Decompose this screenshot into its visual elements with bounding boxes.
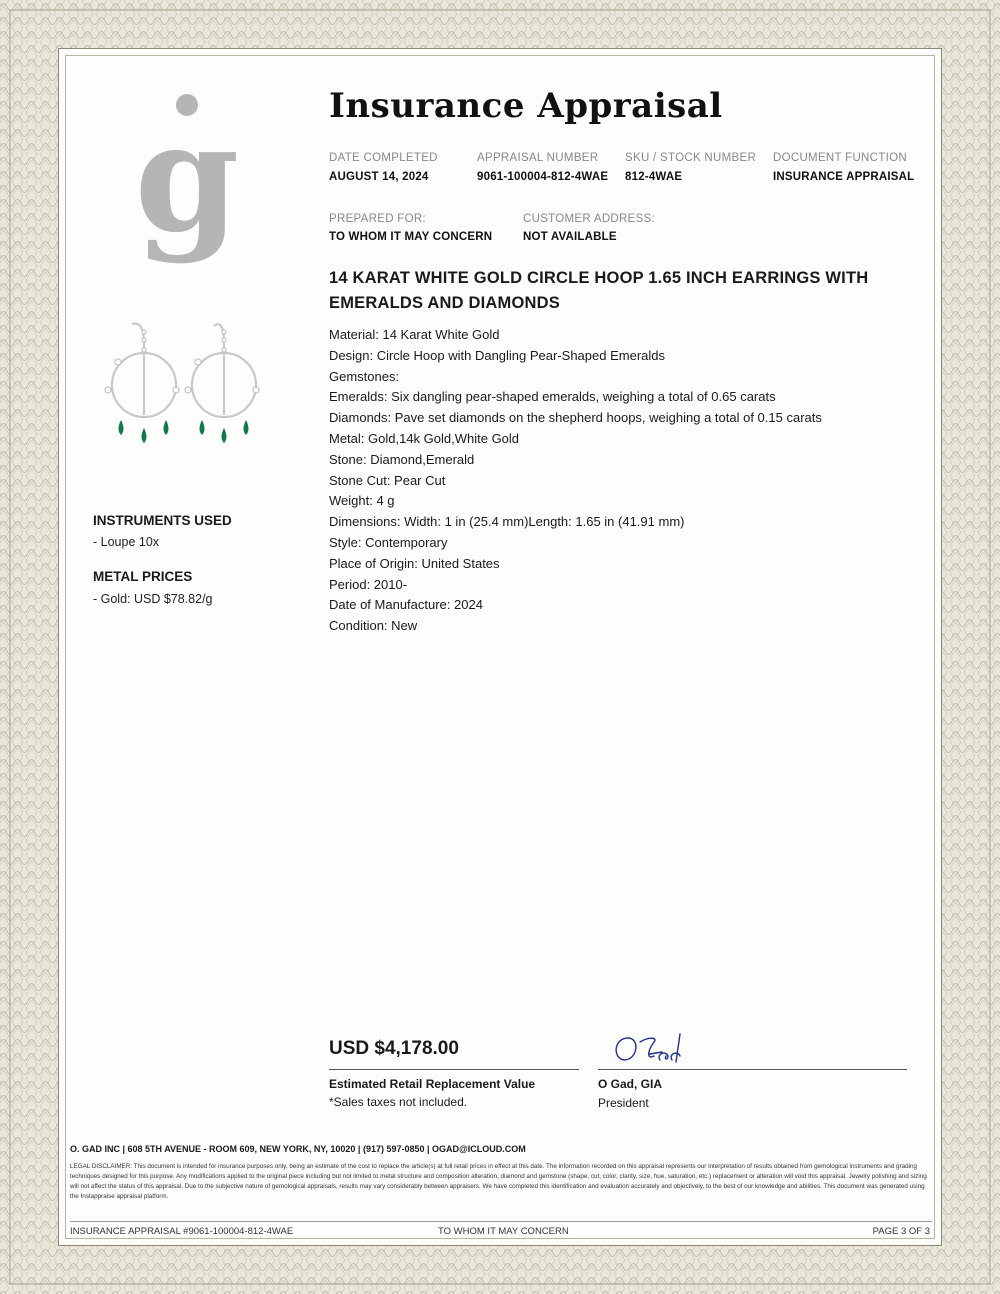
tax-note: *Sales taxes not included. (329, 1095, 468, 1109)
description-line: Place of Origin: United States (329, 555, 500, 571)
document-function-value: INSURANCE APPRAISAL (773, 171, 915, 183)
description-line: Condition: New (329, 618, 418, 634)
sku-label: SKU / STOCK NUMBER (625, 152, 757, 164)
customer-address-value: NOT AVAILABLE (523, 231, 617, 243)
appraised-price: USD $4,178.00 (329, 1038, 459, 1059)
sku-value: 812-4WAE (625, 171, 683, 183)
appraisal-number-label: APPRAISAL NUMBER (477, 152, 599, 164)
prepared-for-value: TO WHOM IT MAY CONCERN (329, 231, 493, 243)
footer-recipient: TO WHOM IT MAY CONCERN (438, 1226, 569, 1237)
metal-price-item: - Gold: USD $78.82/g (93, 592, 213, 606)
document-function-label: DOCUMENT FUNCTION (773, 152, 907, 164)
description-line: Dimensions: Width: 1 in (25.4 mm)Length: 1.65 in (41.91 mm) (329, 514, 685, 530)
legal-disclaimer: LEGAL DISCLAIMER: This document is intended for insurance purposes only, being an estimate of the cost to replace the article(s) at full retail prices in effect at this date. The information recorded on this appraisal represents our interpretation of results obtained from gemological instruments and grading techniques designed for this purpose. Any modifications applied to the original piece including but not limited to metal structure and composition alteration, diamond and gemstone (shape, cut, color, clarity, size, hue, saturation, etc.) replacement or alteration will void this appraisal. Jewelry polishing and sizing will not affect the status of this appraisal. Due to the subjective nature of gemological appraisals, results may vary considerably between appraisers. We have completed this identification and evaluation accurately and objectively, to the best of our knowledge and abilities. This document was generated using the Instappraise appraisal platform. (70, 1163, 927, 1200)
description-line: Period: 2010- (329, 576, 408, 592)
company-info: O. GAD INC | 608 5TH AVENUE - ROOM 609, NEW YORK, NY, 10020 | (917) 597-0850 | OGAD@ICLOUD.COM (70, 1144, 526, 1154)
description-line: Stone Cut: Pear Cut (329, 472, 446, 488)
price-divider (329, 1069, 579, 1070)
description-line: Material: 14 Karat White Gold (329, 327, 500, 342)
metal-prices-heading: METAL PRICES (93, 569, 193, 584)
appraisal-number-value: 9061-100004-812-4WAE (477, 171, 609, 183)
item-description (329, 325, 909, 637)
prepared-for-label: PREPARED FOR: (329, 213, 426, 225)
signature (610, 1030, 700, 1070)
description-line: Style: Contemporary (329, 534, 448, 550)
svg-text:g: g (134, 92, 240, 266)
description-line: Emeralds: Six dangling pear-shaped emeralds, weighing a total of 0.65 carats (329, 389, 776, 405)
footer-appraisal-ref: INSURANCE APPRAISAL #9061-100004-812-4WAE (70, 1226, 294, 1237)
description-line: Metal: Gold,14k Gold,White Gold (329, 430, 520, 446)
company-logo (132, 92, 242, 272)
price-label: Estimated Retail Replacement Value (329, 1077, 536, 1091)
instrument-item: - Loupe 10x (93, 535, 160, 549)
description-line: Gemstones: (329, 368, 400, 384)
customer-address-label: CUSTOMER ADDRESS: (523, 213, 656, 225)
description-line: Date of Manufacture: 2024 (329, 597, 483, 613)
instruments-heading: INSTRUMENTS USED (93, 513, 232, 528)
earrings-image (96, 310, 276, 470)
description-line: Diamonds: Pave set diamonds on the shepherd hoops, weighing a total of 0.15 carats (329, 410, 822, 426)
description-line: Weight: 4 g (329, 493, 395, 509)
document-title: Insurance Appraisal (329, 86, 723, 126)
description-line: Design: Circle Hoop with Dangling Pear-Shaped Emeralds (329, 347, 666, 363)
date-completed-value: AUGUST 14, 2024 (329, 171, 429, 183)
footer-divider (70, 1221, 932, 1222)
signer-title: President (598, 1096, 649, 1110)
page-number: PAGE 3 OF 3 (872, 1226, 930, 1237)
item-title: 14 KARAT WHITE GOLD CIRCLE HOOP 1.65 INCH EARRINGS WITH EMERALDS AND DIAMONDS (329, 269, 869, 312)
signer-name: O Gad, GIA (598, 1077, 663, 1091)
description-line: Stone: Diamond,Emerald (329, 451, 475, 467)
date-completed-label: DATE COMPLETED (329, 152, 438, 164)
